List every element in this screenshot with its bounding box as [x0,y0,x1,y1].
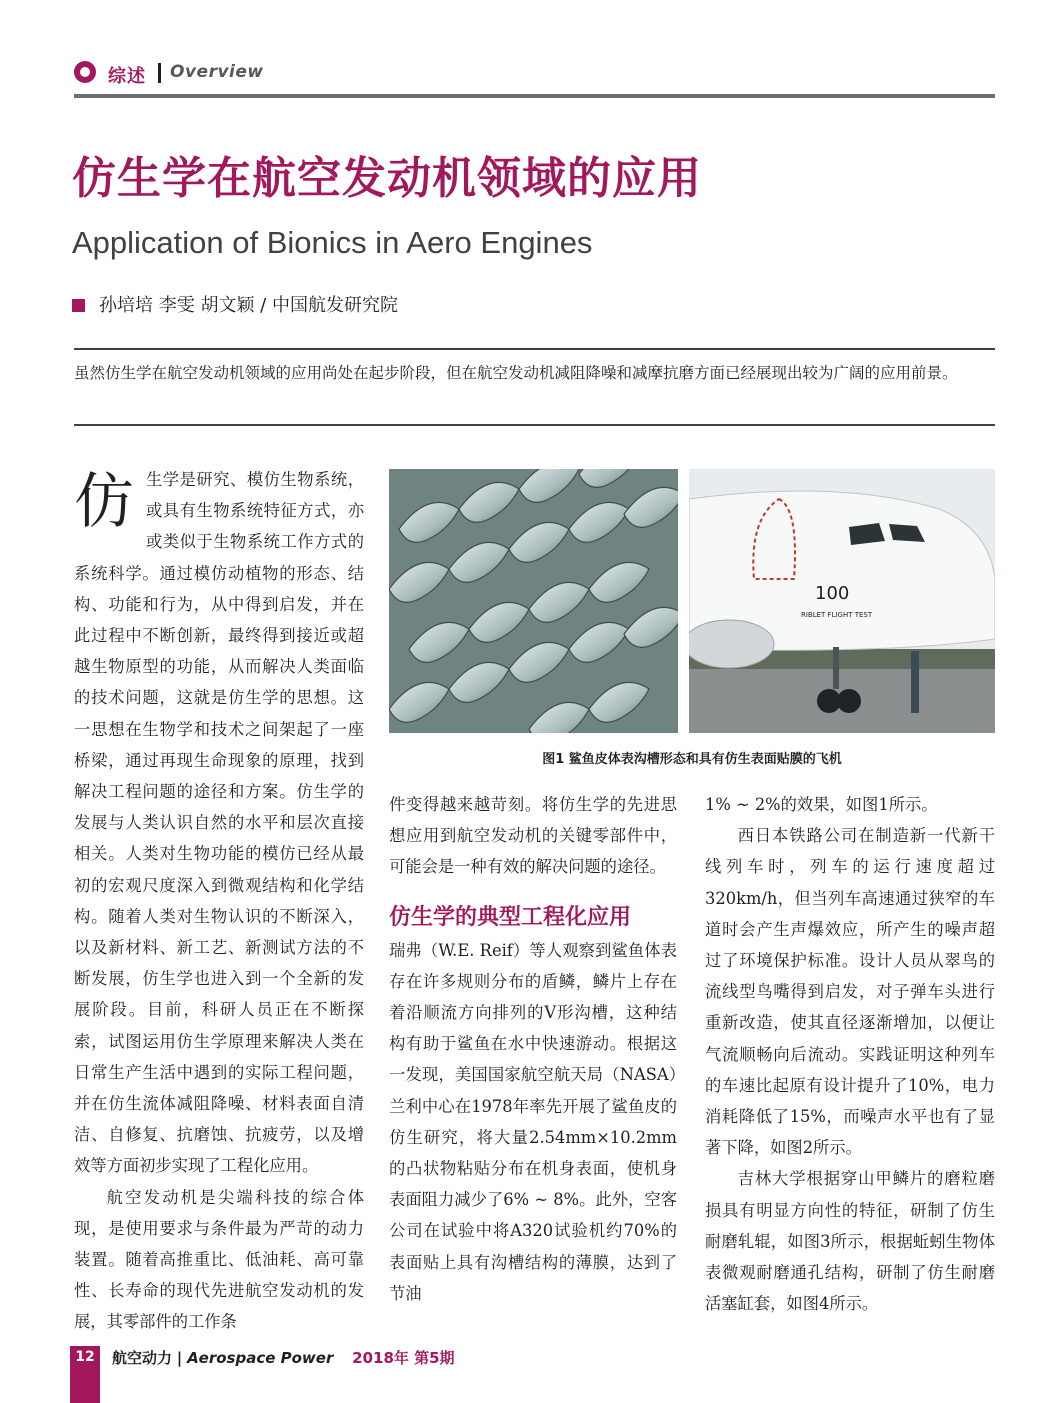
page-number: 12 [75,1349,95,1365]
journal-logo-icon [74,61,96,83]
authors: 孙培培 李雯 胡文颖 / 中国航发研究院 [99,295,398,316]
section-divider [158,63,161,83]
body-column-1 [74,464,364,1338]
shark-skin-image [389,469,678,733]
paragraph: 西日本铁路公司在制造新一代新干线列车时，列车的运行速度超过320km/h，但当列车高速通过狭窄的车道时会产生声爆效应，所产生的噪声超过了环境保护标准。设计人员从翠鸟的流线型鸟嘴得到启发，对子弹车头进行重新改造，使其直径逐渐增加，以便让气流顺畅向后流动。实践证明这种列车的车速比起原有设计提升了10%，电力消耗降低了15%，而噪声水平也有了显著下降，如图2所示。 [705,826,995,1158]
journal-footer: 航空动力 | Aerospace Power 2018年 第5期 [112,1349,455,1367]
paragraph: 件变得越来越苛刻。将仿生学的先进思想应用到航空发动机的关键零部件中，可能会是一种有效的解决问题的途径。 [389,795,677,877]
issue: 2018年 第5期 [352,1349,455,1367]
section-heading: 仿生学的典型工程化应用 [389,904,632,930]
journal-name-en: Aerospace Power [187,1349,334,1367]
abstract: 虽然仿生学在航空发动机领域的应用尚处在起步阶段，但在航空发动机减阻降噪和减摩抗磨方面已经展现出较为广阔的应用前景。 [74,364,958,382]
paragraph: 仿生学是研究、模仿生物系统，或具有生物系统特征方式，亦或类似于生物系统工作方式的系统科学。通过模仿动植物的形态、结构、功能和行为，从中得到启发，并在此过程中不断创新，最终得到接近或超越生物原型的功能，从而解决人类面临的技术问题，这就是仿生学的思想。这一思想在生物学和技术之间架起了一座桥梁，通过再现生命现象的原理，找到解决工程问题的途径和方案。仿生学的发展与人类认识自然的水平和层次直接相关。人类对生物功能的模仿已经从最初的宏观尺度深入到微观结构和化学结构。随着人类对生物认识的不断深入，以及新材料、新工艺、新测试方法的不断发展，仿生学也进入到一个全新的发展阶段。目前，科研人员正在不断探索，试图运用仿生学原理来解决人类在日常生产生活中遇到的实际工程问题，并在仿生流体减阻降噪、材料表面自清洁、自修复、抗磨蚀、抗疲劳，以及增效等方面初步实现了工程化应用。 [74,467,364,1176]
paragraph: 航空发动机是尖端科技的综合体现，是使用要求与条件最为严苛的动力装置。随着高推重比、低油耗、高可靠性、长寿命的现代先进航空发动机的发展，其零部件的工作条 [74,1187,364,1332]
authors-line [72,291,398,317]
paragraph: 1% ~ 2%的效果，如图1所示。 [705,795,938,814]
abstract-rule-bottom [74,424,995,426]
figure-caption: 图1 鲨鱼皮体表沟槽形态和具有仿生表面贴膜的飞机 [542,752,842,767]
airplane-illustration [689,469,995,733]
plane-text: RIBLET FLIGHT TEST [801,611,873,619]
body-column-2 [389,789,677,1309]
article-title: 仿生学在航空发动机领域的应用 [72,153,702,204]
section-label-en: Overview [170,62,264,82]
paragraph: 吉林大学根据穿山甲鳞片的磨粒磨损具有明显方向性的特征，研制了仿生耐磨轧辊，如图3所示，根据蚯蚓生物体表微观耐磨通孔结构，研制了仿生耐磨活塞缸套，如图4所示。 [705,1169,995,1314]
shark-skin-scales [389,469,678,733]
journal-name: 航空动力 [112,1349,173,1367]
abstract-rule-top [74,348,995,350]
section-label: 综述 [108,66,146,87]
paragraph: 瑞弗（W.E. Reif）等人观察到鲨鱼体表存在许多规则分布的盾鳞，鳞片上存在着沿顺流方向排列的V形沟槽，这种结构有助于鲨鱼在水中快速游动。根据这一发现，美国国家航空航天局（NASA）兰利中心在1978年率先开展了鲨鱼皮的仿生研究，将大量2.54mm×10.2mm的凸状物粘贴分布在机身表面，使机身表面阻力减少了6% ~ 8%。此外，空客公司在试验中将A320试验机约70%的表面贴上具有沟槽结构的薄膜，达到了节油 [389,940,677,1303]
header-rule [74,94,995,98]
drop-cap: 仿 [74,467,134,537]
bullet-square-icon [72,299,85,312]
airplane-photo [689,469,995,733]
body-column-3 [705,789,995,1319]
plane-number: 100 [815,583,850,604]
article-title-en: Application of Bionics in Aero Engines [72,225,593,260]
